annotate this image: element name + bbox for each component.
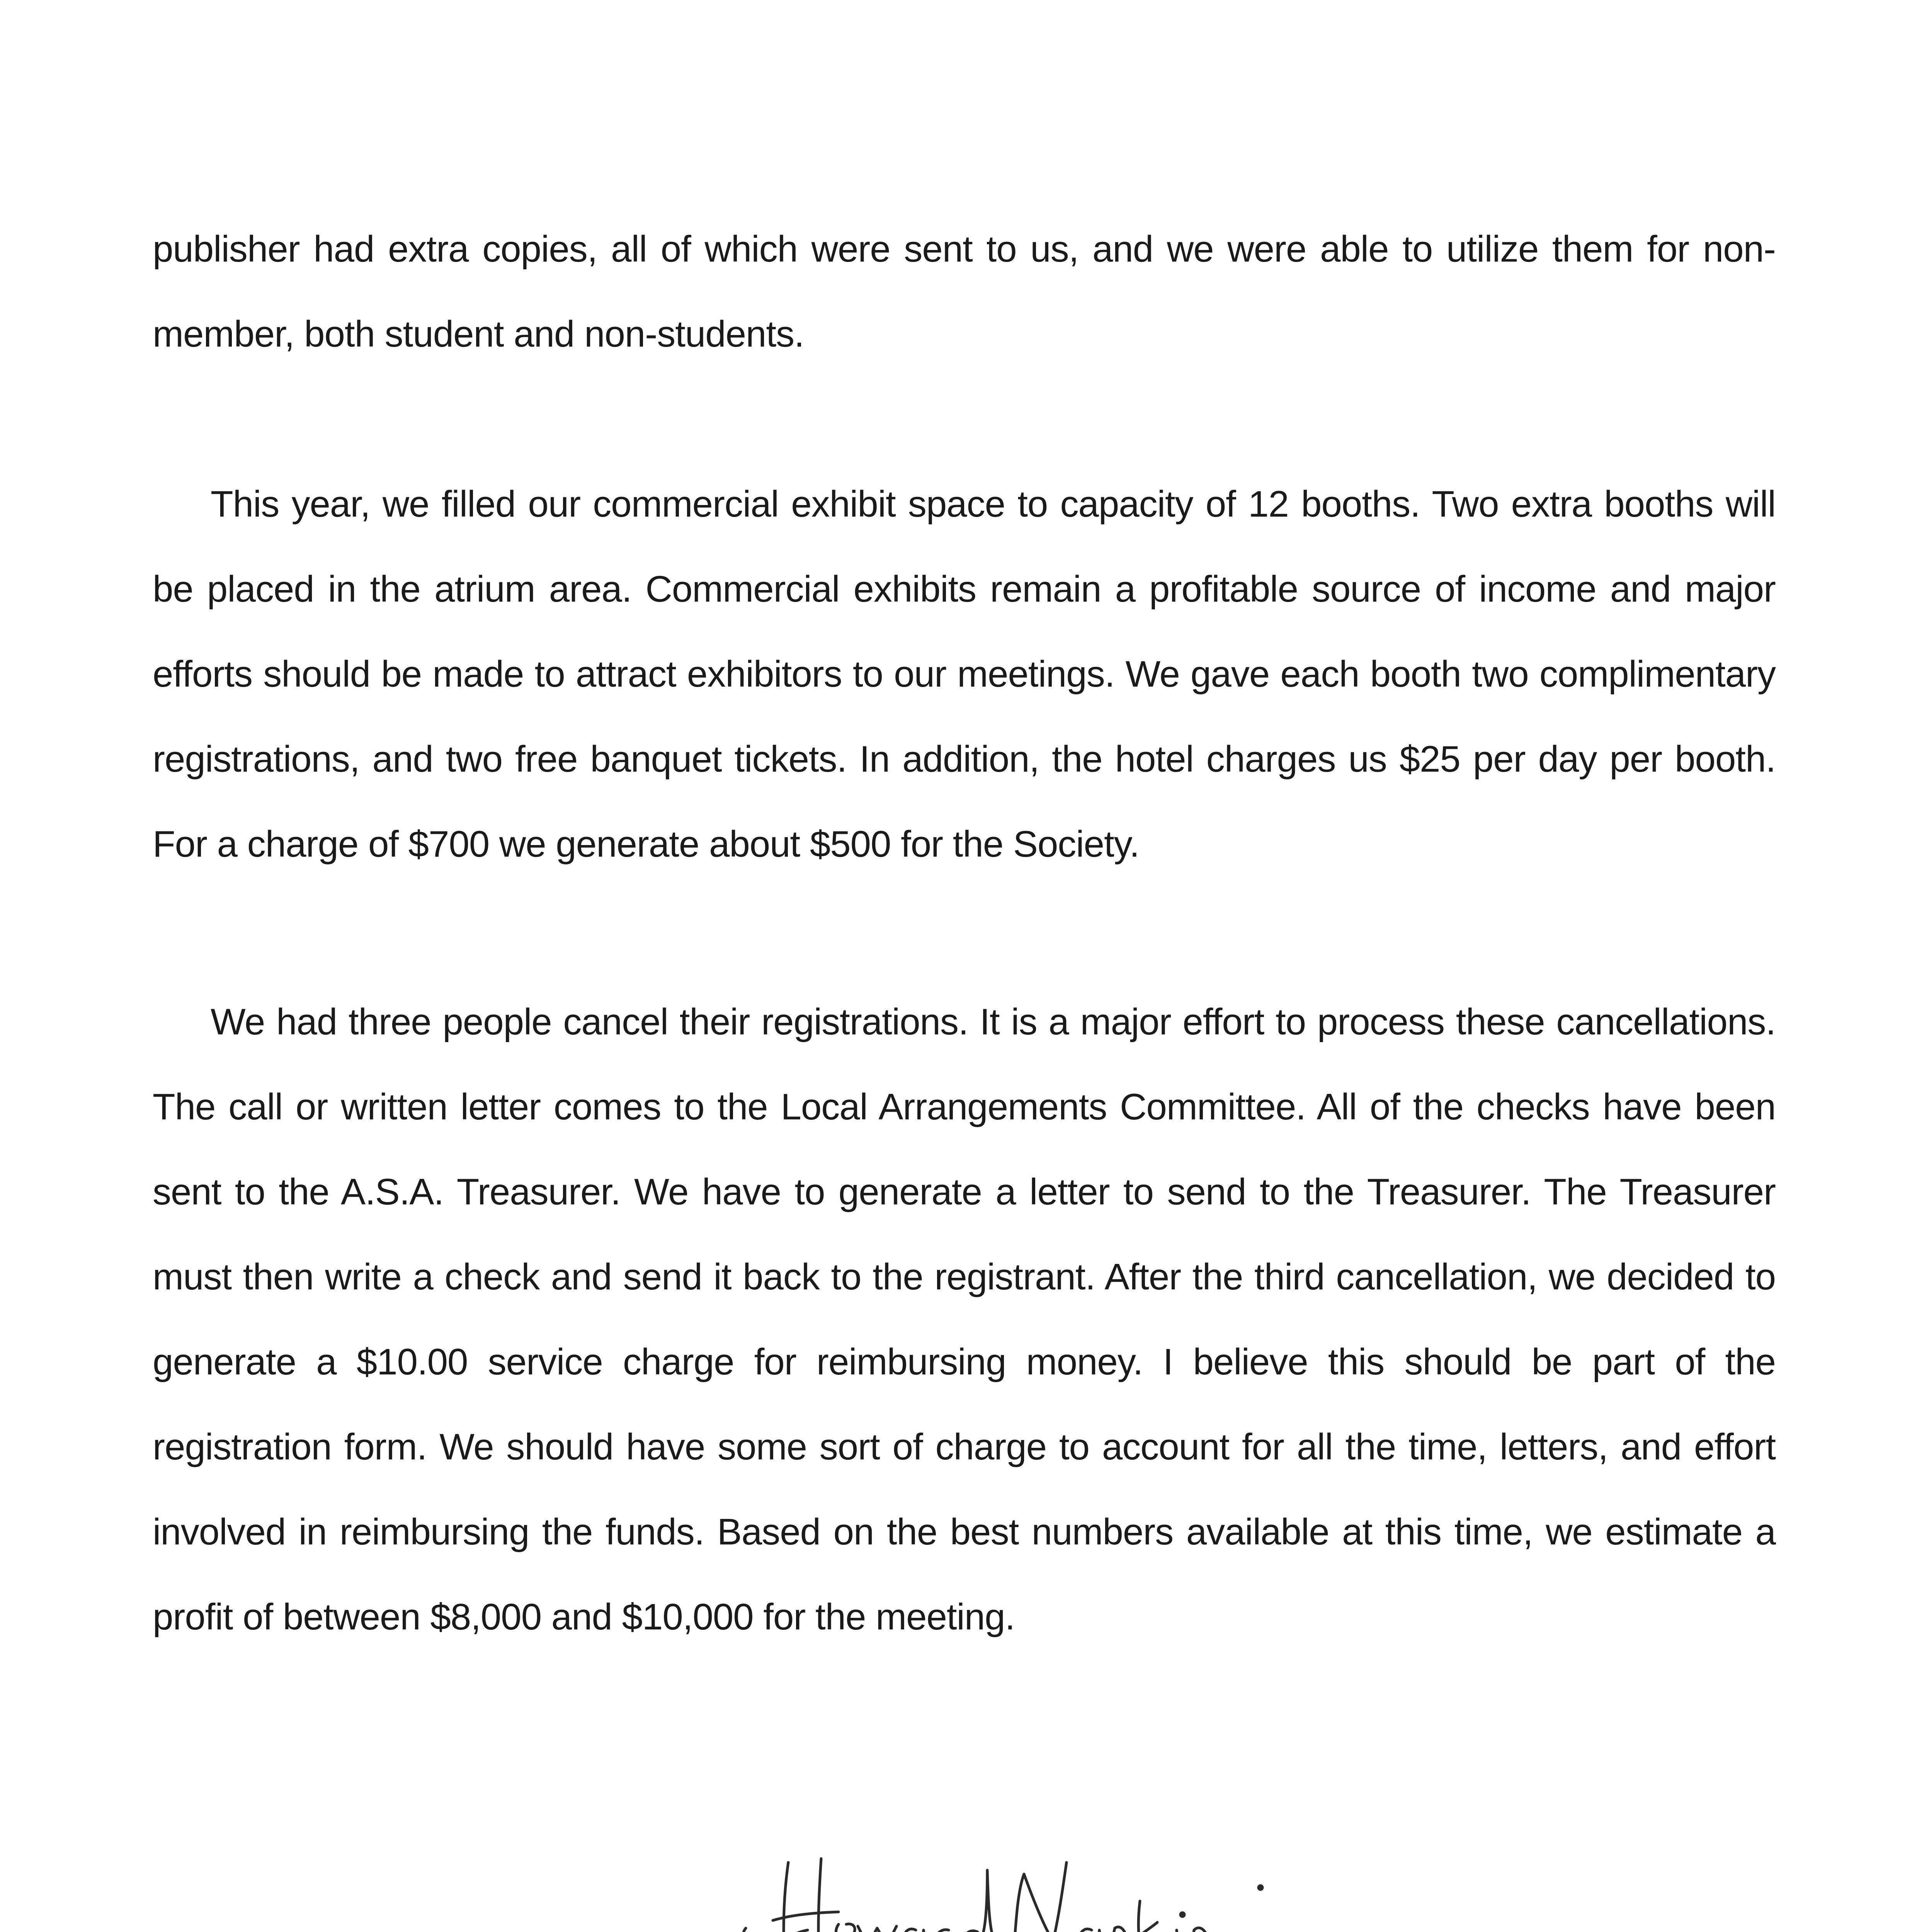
body-paragraph-3: We had three people cancel their registrations. It is a major effort to process these cancellations. The call or written letter comes to the Local Arrangements Committee. All of the checks have been sent to the A.S.A. Treasurer. We have to generate a letter to send to the Treasurer. The Treasurer must then write a check and send it back to the registrant. After the third cancellation, we decided to generate a $10.00 service charge for reimbursing money. I believe this should be part of the registration form. We should have some sort of charge to account for all the time, letters, and effort involved in reimbursing the funds. Based on the best numbers available at this time, we estimate a profit of between $8,000 and $10,000 for the meeting. [153,1001,1776,1638]
body-paragraph-1: publisher had extra copies, all of which were sent to us, and we were able to utilize them for non-member, both student and non-students. [153,228,1776,355]
handwritten-signature [730,1847,1325,1932]
body-paragraph-2: This year, we filled our commercial exhibit space to capacity of 12 booths. Two extra booths will be placed in the atrium area. Commercial exhibits remain a profitable source of income and major efforts should be made to attract exhibitors to our meetings. We gave each booth two complimentary registrations, and two free banquet tickets. In addition, the hotel charges us $25 per day per booth. For a charge of $700 we generate about $500 for the Society. [153,483,1776,865]
